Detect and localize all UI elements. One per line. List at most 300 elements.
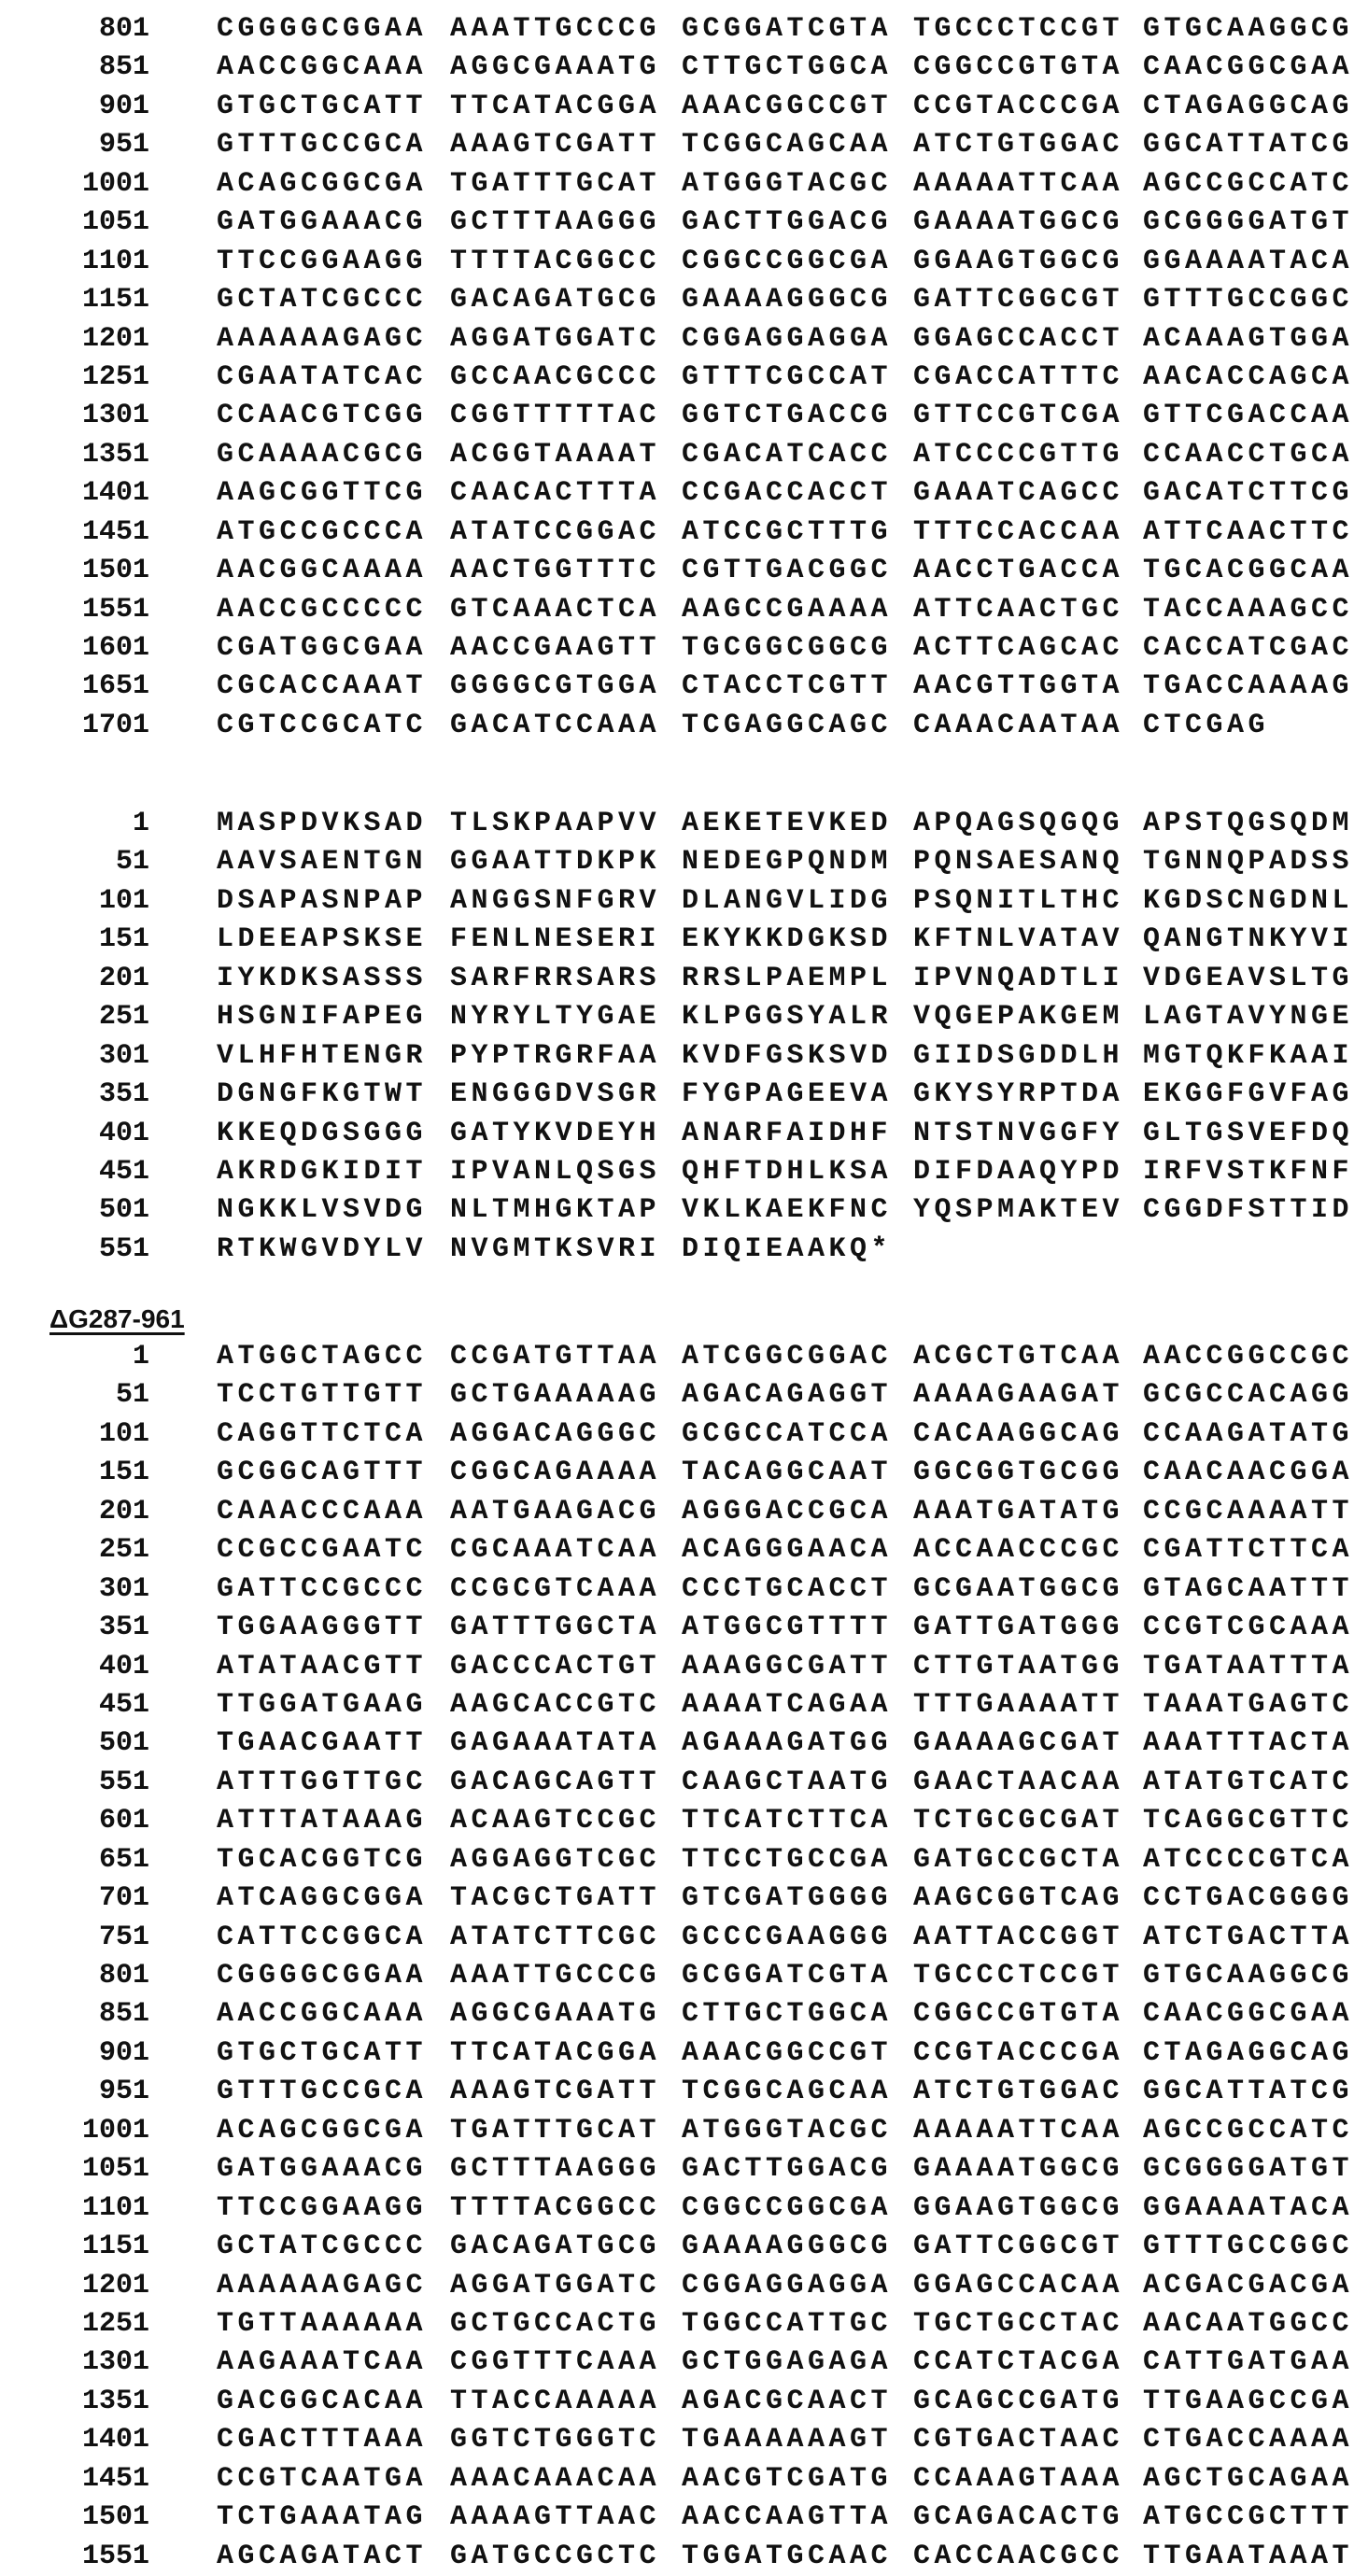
sequence-rows xyxy=(0,805,1368,1269)
position-number: 1451 xyxy=(82,514,149,552)
sequence-group: AACGTTGGTA xyxy=(913,668,1123,706)
sequence-row xyxy=(0,1686,1368,1724)
sequence-row xyxy=(0,1338,1368,1376)
position-number: 1051 xyxy=(82,2150,149,2189)
sequence-group: IYKDKSASSS xyxy=(217,960,427,998)
sequence-group: GGAGCCACAA xyxy=(913,2267,1123,2305)
sequence-row xyxy=(0,1724,1368,1763)
sequence-group: AATTACCGGT xyxy=(913,1919,1123,1957)
sequence-group: AATGAAGACG xyxy=(450,1493,660,1531)
sequence-group: ATCTGTGGAC xyxy=(913,126,1123,164)
position-number: 101 xyxy=(99,1415,149,1454)
sequence-group: DIQIEAAKQ* xyxy=(682,1231,892,1269)
position-number: 51 xyxy=(116,1376,149,1415)
sequence-group: AACCGGCCGC xyxy=(1143,1338,1353,1376)
sequence-group: CGATTCTTCA xyxy=(1143,1531,1353,1570)
position-number: 1251 xyxy=(82,2305,149,2344)
sequence-row xyxy=(0,2305,1368,2344)
sequence-row xyxy=(0,1570,1368,1609)
sequence-row xyxy=(0,1609,1368,1647)
sequence-group: TGTTAAAAAA xyxy=(217,2305,427,2344)
position-number: 1301 xyxy=(82,2344,149,2382)
sequence-group: ACAGGGAACA xyxy=(682,1531,892,1570)
sequence-group: CGTTGACGGC xyxy=(682,552,892,590)
sequence-group: CCTGACGGGG xyxy=(1143,1879,1353,1918)
sequence-group: AACCGCCCCC xyxy=(217,591,427,629)
sequence-row xyxy=(0,921,1368,959)
sequence-group: AACACCAGCA xyxy=(1143,359,1353,397)
sequence-group: AACGTCGATG xyxy=(682,2460,892,2499)
sequence-row xyxy=(0,1919,1368,1957)
position-number: 1501 xyxy=(82,552,149,590)
sequence-group: GTCGATGGGG xyxy=(682,1879,892,1918)
sequence-group: ATCCCCGTTG xyxy=(913,436,1123,474)
sequence-row xyxy=(0,2383,1368,2421)
sequence-group: ATCAGGCGGA xyxy=(217,1879,427,1918)
position-number: 1001 xyxy=(82,165,149,204)
sequence-group: ACGACGACGA xyxy=(1143,2267,1353,2305)
sequence-group: GACTTGGACG xyxy=(682,204,892,242)
sequence-group: GCTGCCACTG xyxy=(450,2305,660,2344)
sequence-group: TGACCAAAAG xyxy=(1143,668,1353,706)
sequence-group: TCAGGCGTTC xyxy=(1143,1802,1353,1840)
sequence-group: TGCACGGCAA xyxy=(1143,552,1353,590)
sequence-row xyxy=(0,960,1368,998)
sequence-group: AGGATGGATC xyxy=(450,2267,660,2305)
position-number: 551 xyxy=(99,1231,149,1269)
sequence-group: GTTTGCCGGC xyxy=(1143,2228,1353,2266)
sequence-group: CCGACCACCT xyxy=(682,474,892,513)
sequence-group: CCGTCGCAAA xyxy=(1143,1609,1353,1647)
sequence-row xyxy=(0,843,1368,881)
position-number: 951 xyxy=(99,126,149,164)
sequence-group: AGGCGAAATG xyxy=(450,49,660,87)
sequence-group: ENGGGDVSGR xyxy=(450,1076,660,1114)
sequence-group: KFTNLVATAV xyxy=(913,921,1123,959)
position-number: 901 xyxy=(99,2034,149,2073)
sequence-row xyxy=(0,474,1368,513)
sequence-group: ATATCTTCGC xyxy=(450,1919,660,1957)
sequence-group: CCCTGCACCT xyxy=(682,1570,892,1609)
sequence-group: GAAAAGGGCG xyxy=(682,2228,892,2266)
sequence-group: CCATCTACGA xyxy=(913,2344,1123,2382)
sequence-group: VKLKAEKFNC xyxy=(682,1191,892,1230)
sequence-row xyxy=(0,1153,1368,1191)
sequence-group: CAACGGCGAA xyxy=(1143,49,1353,87)
sequence-row xyxy=(0,552,1368,590)
sequence-group: GACAGATGCG xyxy=(450,2228,660,2266)
sequence-group: GAGAAATATA xyxy=(450,1724,660,1763)
sequence-group: TCGAGGCAGC xyxy=(682,707,892,745)
sequence-group: GATGCCGCTC xyxy=(450,2538,660,2576)
position-number: 501 xyxy=(99,1724,149,1763)
sequence-group: GGCGGTGCGG xyxy=(913,1454,1123,1492)
sequence-row xyxy=(0,591,1368,629)
sequence-group: ACAAAGTGGA xyxy=(1143,320,1353,359)
position-number: 1551 xyxy=(82,591,149,629)
sequence-group: DGNGFKGTWT xyxy=(217,1076,427,1114)
position-number: 401 xyxy=(99,1648,149,1686)
position-number: 301 xyxy=(99,1037,149,1076)
sequence-group: GACGGCACAA xyxy=(217,2383,427,2421)
sequence-group: ACCAACCCGC xyxy=(913,1531,1123,1570)
sequence-group: CGAATATCAC xyxy=(217,359,427,397)
position-number: 1151 xyxy=(82,2228,149,2266)
sequence-group: CGATGGCGAA xyxy=(217,629,427,668)
position-number: 701 xyxy=(99,1879,149,1918)
sequence-row xyxy=(0,629,1368,668)
sequence-group: AAGCACCGTC xyxy=(450,1686,660,1724)
sequence-group: GTGCTGCATT xyxy=(217,88,427,126)
sequence-group: AGCCGCCATC xyxy=(1143,2112,1353,2150)
sequence-row xyxy=(0,436,1368,474)
sequence-group: TGGATGCAAC xyxy=(682,2538,892,2576)
sequence-group: GGTCTGACCG xyxy=(682,397,892,435)
sequence-row xyxy=(0,2421,1368,2459)
sequence-group: AAAATCAGAA xyxy=(682,1686,892,1724)
sequence-group: ATATAACGTT xyxy=(217,1648,427,1686)
sequence-group: VQGEPAKGEM xyxy=(913,998,1123,1036)
sequence-group: MASPDVKSAD xyxy=(217,805,427,843)
sequence-group: CGGTTTCAAA xyxy=(450,2344,660,2382)
sequence-group: KLPGGSYALR xyxy=(682,998,892,1036)
position-number: 751 xyxy=(99,1919,149,1957)
sequence-group: TTCATACGGA xyxy=(450,88,660,126)
sequence-group: TGCGGCGGCG xyxy=(682,629,892,668)
sequence-group: GCGAATGGCG xyxy=(913,1570,1123,1609)
sequence-row xyxy=(0,10,1368,49)
position-number: 1251 xyxy=(82,359,149,397)
sequence-group: GCTGAAAAAG xyxy=(450,1376,660,1415)
position-number: 151 xyxy=(99,921,149,959)
sequence-group: ATTCAACTGC xyxy=(913,591,1123,629)
sequence-group: GACCCACTGT xyxy=(450,1648,660,1686)
sequence-group: CGGCCGTGTA xyxy=(913,49,1123,87)
sequence-group: TGGCCATTGC xyxy=(682,2305,892,2344)
sequence-group: CAAACCCAAA xyxy=(217,1493,427,1531)
sequence-group: AAACGGCCGT xyxy=(682,2034,892,2073)
sequence-group: PQNSAESANQ xyxy=(913,843,1123,881)
sequence-group: GCGGATCGTA xyxy=(682,1957,892,1995)
sequence-group: AKRDGKIDIT xyxy=(217,1153,427,1191)
position-number: 251 xyxy=(99,1531,149,1570)
sequence-group: TGCACGGTCG xyxy=(217,1841,427,1879)
sequence-group: KVDFGSKSVD xyxy=(682,1037,892,1076)
sequence-group: AAAAGAAGAT xyxy=(913,1376,1123,1415)
sequence-row xyxy=(0,1879,1368,1918)
sequence-group: AGCCGCCATC xyxy=(1143,165,1353,204)
sequence-group: GATTCGGCGT xyxy=(913,2228,1123,2266)
sequence-group: ANARFAIDHF xyxy=(682,1115,892,1153)
sequence-group: CGGCCGGCGA xyxy=(682,2189,892,2228)
sequence-group: APSTQGSQDM xyxy=(1143,805,1353,843)
sequence-group: TGCCCTCCGT xyxy=(913,10,1123,49)
sequence-row xyxy=(0,1037,1368,1076)
sequence-group: AAACAAACAA xyxy=(450,2460,660,2499)
sequence-group: CATTGATGAA xyxy=(1143,2344,1353,2382)
sequence-group: TLSKPAAPVV xyxy=(450,805,660,843)
sequence-group: GTCAAACTCA xyxy=(450,591,660,629)
sequence-group: GATTGATGGG xyxy=(913,1609,1123,1647)
sequence-row xyxy=(0,1076,1368,1114)
sequence-group: DIFDAAQYPD xyxy=(913,1153,1123,1191)
sequence-group: AACTGGTTTC xyxy=(450,552,660,590)
position-number: 1201 xyxy=(82,320,149,359)
sequence-group: AGACGCAACT xyxy=(682,2383,892,2421)
sequence-group: ATCGGCGGAC xyxy=(682,1338,892,1376)
sequence-group: GTTCGACCAA xyxy=(1143,397,1353,435)
sequence-group: GCTTTAAGGG xyxy=(450,204,660,242)
sequence-group: CGGAGGAGGA xyxy=(682,2267,892,2305)
sequence-group: GLTGSVEFDQ xyxy=(1143,1115,1353,1153)
sequence-row xyxy=(0,2150,1368,2189)
sequence-group: GAAAAGGGCG xyxy=(682,281,892,319)
sequence-row xyxy=(0,49,1368,87)
sequence-group: HSGNIFAPEG xyxy=(217,998,427,1036)
sequence-row xyxy=(0,1454,1368,1492)
sequence-row xyxy=(0,882,1368,921)
position-number: 1551 xyxy=(82,2538,149,2576)
sequence-group: QHFTDHLKSA xyxy=(682,1153,892,1191)
sequence-group: GCTATCGCCC xyxy=(217,281,427,319)
position-number: 1351 xyxy=(82,436,149,474)
sequence-group: CCGCCGAATC xyxy=(217,1531,427,1570)
sequence-group: CTTGCTGGCA xyxy=(682,49,892,87)
sequence-group: GATTCGGCGT xyxy=(913,281,1123,319)
sequence-row xyxy=(0,359,1368,397)
sequence-group: CGCAAATCAA xyxy=(450,1531,660,1570)
position-number: 1601 xyxy=(82,629,149,668)
sequence-group: AAACGGCCGT xyxy=(682,88,892,126)
sequence-group: CATTCCGGCA xyxy=(217,1919,427,1957)
sequence-row xyxy=(0,2267,1368,2305)
position-number: 1401 xyxy=(82,474,149,513)
sequence-group: NYRYLTYGAE xyxy=(450,998,660,1036)
sequence-group: TTCATCTTCA xyxy=(682,1802,892,1840)
sequence-group: VLHFHTENGR xyxy=(217,1037,427,1076)
sequence-group: ATCTGTGGAC xyxy=(913,2073,1123,2111)
sequence-group: AACGGCAAAA xyxy=(217,552,427,590)
sequence-group: CGGCCGTGTA xyxy=(913,1995,1123,2034)
sequence-group: GTTTCGCCAT xyxy=(682,359,892,397)
sequence-group: AACAATGGCC xyxy=(1143,2305,1353,2344)
sequence-group: TGAAAAAAGT xyxy=(682,2421,892,2459)
sequence-group: ATGGCTAGCC xyxy=(217,1338,427,1376)
sequence-group: GACTTGGACG xyxy=(682,2150,892,2189)
sequence-group: TACGCTGATT xyxy=(450,1879,660,1918)
sequence-group: ATATGTCATC xyxy=(1143,1764,1353,1802)
sequence-row xyxy=(0,1648,1368,1686)
sequence-group: GATGCCGCTA xyxy=(913,1841,1123,1879)
sequence-group: EKYKKDGKSD xyxy=(682,921,892,959)
sequence-group: GTAGCAATTT xyxy=(1143,1570,1353,1609)
sequence-group: AAGAAATCAA xyxy=(217,2344,427,2382)
sequence-group: AACCTGACCA xyxy=(913,552,1123,590)
position-number: 1001 xyxy=(82,2112,149,2150)
sequence-row xyxy=(0,998,1368,1036)
position-number: 551 xyxy=(99,1764,149,1802)
sequence-row xyxy=(0,2499,1368,2537)
sequence-group: ATGGGTACGC xyxy=(682,165,892,204)
sequence-group: AAGCGGTCAG xyxy=(913,1879,1123,1918)
sequence-group: GCGGGGATGT xyxy=(1143,204,1353,242)
sequence-group: CGGTTTTTAC xyxy=(450,397,660,435)
sequence-group: AAAAAAGAGC xyxy=(217,2267,427,2305)
sequence-group: NLTMHGKTAP xyxy=(450,1191,660,1230)
sequence-row xyxy=(0,320,1368,359)
sequence-group: GAAAAGCGAT xyxy=(913,1724,1123,1763)
sequence-group: GCAAAACGCG xyxy=(217,436,427,474)
sequence-group: CTGACCAAAA xyxy=(1143,2421,1353,2459)
sequence-rows xyxy=(0,1338,1368,2576)
sequence-row xyxy=(0,88,1368,126)
sequence-group: CACCAACGCC xyxy=(913,2538,1123,2576)
sequence-row xyxy=(0,281,1368,319)
sequence-group: AGAAAGATGG xyxy=(682,1724,892,1763)
sequence-group: IPVANLQSGS xyxy=(450,1153,660,1191)
sequence-group: GTGCAAGGCG xyxy=(1143,1957,1353,1995)
sequence-group: TTGAAGCCGA xyxy=(1143,2383,1353,2421)
sequence-group: GGTCTGGGTC xyxy=(450,2421,660,2459)
position-number: 351 xyxy=(99,1609,149,1647)
sequence-row xyxy=(0,1841,1368,1879)
position-number: 151 xyxy=(99,1454,149,1492)
position-number: 1701 xyxy=(82,707,149,745)
sequence-row xyxy=(0,668,1368,706)
position-number: 501 xyxy=(99,1191,149,1230)
position-number: 851 xyxy=(99,49,149,87)
sequence-group: TGATTTGCAT xyxy=(450,165,660,204)
sequence-group: GACAGCAGTT xyxy=(450,1764,660,1802)
sequence-group: GGCATTATCG xyxy=(1143,2073,1353,2111)
sequence-row xyxy=(0,707,1368,745)
sequence-group: GAAAATGGCG xyxy=(913,2150,1123,2189)
sequence-group: ATCTGACTTA xyxy=(1143,1919,1353,1957)
sequence-heading: ΔG287-961 xyxy=(49,1301,185,1338)
sequence-group: TTGAATAAAT xyxy=(1143,2538,1353,2576)
sequence-group: ATCCCCGTCA xyxy=(1143,1841,1353,1879)
sequence-group: ATGCCGCCCA xyxy=(217,514,427,552)
sequence-row xyxy=(0,204,1368,242)
sequence-row xyxy=(0,2112,1368,2150)
sequence-group: TCTGCGCGAT xyxy=(913,1802,1123,1840)
sequence-group: AGGACAGGGC xyxy=(450,1415,660,1454)
sequence-group: GCAGCCGATG xyxy=(913,2383,1123,2421)
sequence-group: GGAAGTGGCG xyxy=(913,2189,1123,2228)
sequence-group: ACGGTAAAAT xyxy=(450,436,660,474)
sequence-group: GGAGCCACCT xyxy=(913,320,1123,359)
sequence-group: TTCCTGCCGA xyxy=(682,1841,892,1879)
sequence-group: CCGTACCCGA xyxy=(913,88,1123,126)
sequence-group: CAGGTTCTCA xyxy=(217,1415,427,1454)
sequence-group: TTACCAAAAA xyxy=(450,2383,660,2421)
sequence-group: GTGCAAGGCG xyxy=(1143,10,1353,49)
sequence-group: ATCCGCTTTG xyxy=(682,514,892,552)
position-number: 351 xyxy=(99,1076,149,1114)
sequence-group: AACCGGCAAA xyxy=(217,49,427,87)
sequence-group: TGATAATTTA xyxy=(1143,1648,1353,1686)
sequence-group: GCGGGGATGT xyxy=(1143,2150,1353,2189)
sequence-group: VDGEAVSLTG xyxy=(1143,960,1353,998)
sequence-row xyxy=(0,1802,1368,1840)
position-number: 1 xyxy=(133,805,149,843)
sequence-group: CGGDFSTTID xyxy=(1143,1191,1353,1230)
sequence-group: GGAAAATACA xyxy=(1143,2189,1353,2228)
sequence-group: ATATCCGGAC xyxy=(450,514,660,552)
sequence-group: RRSLPAEMPL xyxy=(682,960,892,998)
sequence-group: LDEEAPSKSE xyxy=(217,921,427,959)
sequence-group: CAACACTTTA xyxy=(450,474,660,513)
sequence-group: GACATCCAAA xyxy=(450,707,660,745)
position-number: 1 xyxy=(133,1338,149,1376)
sequence-group: CGCACCAAAT xyxy=(217,668,427,706)
sequence-group: AGGGACCGCA xyxy=(682,1493,892,1531)
position-number: 851 xyxy=(99,1995,149,2034)
sequence-group: CCGTACCCGA xyxy=(913,2034,1123,2073)
sequence-group: TGGAAGGGTT xyxy=(217,1609,427,1647)
position-number: 451 xyxy=(99,1686,149,1724)
sequence-group: AACCAAGTTA xyxy=(682,2499,892,2537)
sequence-group: TCGGCAGCAA xyxy=(682,126,892,164)
sequence-group: NGKKLVSVDG xyxy=(217,1191,427,1230)
sequence-group: GCGGATCGTA xyxy=(682,10,892,49)
sequence-group: CCGCGTCAAA xyxy=(450,1570,660,1609)
sequence-group: AAATTGCCCG xyxy=(450,10,660,49)
sequence-group: CTAGAGGCAG xyxy=(1143,88,1353,126)
sequence-group: GCGCCACAGG xyxy=(1143,1376,1353,1415)
sequence-group: GCGGCAGTTT xyxy=(217,1454,427,1492)
sequence-group: TGCCCTCCGT xyxy=(913,1957,1123,1995)
sequence-row xyxy=(0,2189,1368,2228)
position-number: 1301 xyxy=(82,397,149,435)
sequence-group: AAVSAENTGN xyxy=(217,843,427,881)
sequence-group: IPVNQADTLI xyxy=(913,960,1123,998)
position-number: 1101 xyxy=(82,243,149,281)
position-number: 201 xyxy=(99,1493,149,1531)
sequence-group: CACAAGGCAG xyxy=(913,1415,1123,1454)
sequence-group: GATTTGGCTA xyxy=(450,1609,660,1647)
sequence-group: GAAAATGGCG xyxy=(913,204,1123,242)
sequence-row xyxy=(0,2073,1368,2111)
sequence-group: TACAGGCAAT xyxy=(682,1454,892,1492)
sequence-group: TCCTGTTGTT xyxy=(217,1376,427,1415)
sequence-group: AACCGAAGTT xyxy=(450,629,660,668)
position-number: 1451 xyxy=(82,2460,149,2499)
sequence-group: CGGGGCGGAA xyxy=(217,1957,427,1995)
position-number: 801 xyxy=(99,10,149,49)
sequence-row xyxy=(0,243,1368,281)
sequence-group: GGGGCGTGGA xyxy=(450,668,660,706)
sequence-group: GCTGGAGAGA xyxy=(682,2344,892,2382)
sequence-group: CTACCTCGTT xyxy=(682,668,892,706)
sequence-row xyxy=(0,1376,1368,1415)
sequence-group: AAAGTCGATT xyxy=(450,126,660,164)
sequence-group: CGACATCACC xyxy=(682,436,892,474)
sequence-row xyxy=(0,1531,1368,1570)
sequence-group: DSAPASNPAP xyxy=(217,882,427,921)
sequence-group: CAACGGCGAA xyxy=(1143,1995,1353,2034)
sequence-group: PSQNITLTHC xyxy=(913,882,1123,921)
sequence-group: GATGGAAACG xyxy=(217,2150,427,2189)
sequence-row xyxy=(0,397,1368,435)
sequence-group: EKGGFGVFAG xyxy=(1143,1076,1353,1114)
sequence-group: CGACCATTTC xyxy=(913,359,1123,397)
sequence-group: GGAATTDKPK xyxy=(450,843,660,881)
sequence-row xyxy=(0,1493,1368,1531)
sequence-row xyxy=(0,165,1368,204)
sequence-row xyxy=(0,2034,1368,2073)
position-number: 651 xyxy=(99,1841,149,1879)
